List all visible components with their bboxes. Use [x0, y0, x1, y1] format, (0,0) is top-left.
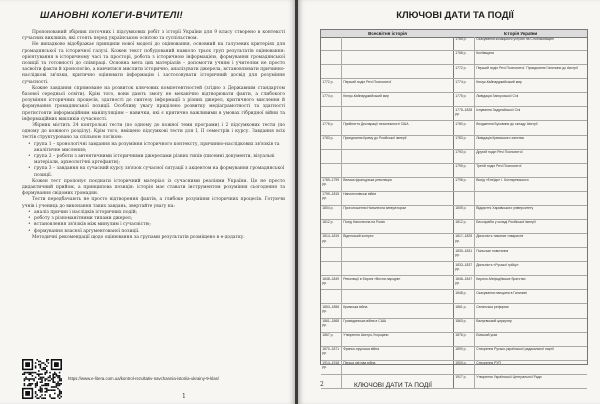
ukraine-event-cell: Польське повстання	[476, 248, 509, 253]
ukraine-date-cell: 1775–1828 рр.	[454, 107, 475, 120]
ukraine-event-cell: Кирило-Мефодіївське братство	[476, 276, 526, 281]
ukraine-event-cell: Утворення Української Центральної Ради	[476, 375, 542, 380]
world-date-cell: 1861–1865 рр.	[321, 319, 342, 332]
ukraine-event-cell: Третій поділ Речі Посполитої	[476, 164, 522, 169]
world-date-cell: 1774 р.	[321, 93, 342, 106]
ukraine-date-cell: 1848 р.	[454, 290, 475, 303]
paragraph: Не випадково відображає принципи нової моделі до оцінювання, основний на галузевих критеріях для громадянської та історичної галузі. Кожен текст побудований навколо трьох груп результатів оцінювання: орієнтування в історичному часі та просторі, робота з історичною інформацією, формування громадянської позиції та готовності до співпраці. Основна мета цих матеріалів – допомогти учням і учителям не просто засвоїти факти й хронологію, а навчитися мислити історично, аналізувати джерела, встановлювати причинно-наслідкові зв'язки, критично оцінювати інформацію і застосовувати історичний досвід для розуміння сучасності.	[22, 42, 285, 85]
table-row	[321, 178, 587, 192]
world-event-cell	[342, 290, 454, 303]
world-event-cell: Кримська війна	[342, 304, 454, 317]
world-date-cell	[321, 150, 342, 163]
ukraine-date-cell: 1805 р.	[454, 206, 475, 219]
list-item: • формування власної аргументованої позиції.	[34, 229, 285, 235]
ukraine-date-cell: 1795 р.	[454, 164, 475, 177]
world-date-cell	[321, 164, 342, 177]
table-row	[321, 79, 587, 93]
table-row	[321, 37, 587, 51]
ukraine-date-cell: 1817–1825 рр.	[454, 234, 475, 247]
ukraine-date-cell: 1863 р.	[454, 319, 475, 332]
ukraine-event-cell: Створення РУП	[476, 361, 501, 366]
ukraine-event-cell: Скасування козацького устрою на Слобожанщині	[476, 37, 554, 42]
closing-paragraph: Методичні рекомендації щодо оцінювання за групами результатів розміщено в е-додатку.	[32, 234, 245, 240]
table-row	[321, 319, 587, 333]
page-title: ШАНОВНІ КОЛЕГИ-ВЧИТЕЛІ!	[40, 10, 183, 21]
list-item: • встановлення зв'язків між минулим і сучасністю;	[34, 222, 285, 228]
ukraine-event-cell: Створення Русько-української радикальної партії	[476, 347, 554, 352]
world-date-cell	[321, 107, 342, 120]
world-date-cell: 1776 р.	[321, 121, 342, 134]
world-date-cell: 1812 р.	[321, 220, 342, 233]
intro-text	[22, 30, 285, 274]
ukraine-event-cell: Кючук-Кайнарджийський мир	[476, 79, 522, 84]
table-row	[321, 262, 587, 276]
ukraine-date-cell: 1783 р.	[454, 136, 475, 149]
world-event-cell	[342, 51, 454, 64]
paragraph: Збірник містить 24 контрольні тести (по одному до кожної теми програми) і 2 підсумкових тести (по одному до кожного розділу). Крім того, вміщено підсумкові тести для І, ІІ семестрів і курсу. Завдання всіх тестів структуровано за спільною логікою:	[22, 123, 285, 141]
world-date-cell: 1799–1815 рр.	[321, 192, 342, 205]
ukraine-date-cell: 1833–1837 рр.	[454, 262, 475, 275]
world-event-cell	[342, 248, 454, 261]
world-event-cell	[342, 164, 454, 177]
world-date-cell	[321, 262, 342, 275]
ukraine-date-cell: 1846–1847 рр.	[454, 276, 475, 289]
world-event-cell	[342, 107, 454, 120]
world-event-cell: Громадянська війна в США	[342, 319, 454, 332]
ukraine-event-cell: Перший поділ Речі Посполитої. Приєднання Галичини до Австрії	[476, 65, 578, 70]
world-date-cell	[321, 290, 342, 303]
ukraine-event-cell: Валуєвський циркуляр	[476, 318, 512, 323]
ukraine-event-cell: Скасування панщини в Галичині	[476, 290, 528, 295]
table-row	[321, 206, 587, 220]
ukraine-date-cell: 1830–1831 рр.	[454, 248, 475, 261]
table-row	[321, 65, 587, 79]
page-title: КЛЮЧОВІ ДАТИ ТА ПОДІЇ	[396, 10, 514, 21]
table-body	[321, 37, 587, 389]
table-row	[321, 276, 587, 290]
world-date-cell	[321, 248, 342, 261]
ukraine-event-cell: Селянська реформа	[476, 304, 509, 309]
world-event-cell: Перша світова війна	[342, 361, 454, 374]
table-row	[321, 361, 587, 375]
addon-link[interactable]: https://www.e-litera.com.ua/kontrol-rezultativ-navchannia-istoriia-ukrainy-9-klas/	[68, 376, 219, 381]
right-page	[298, 0, 600, 404]
ukraine-event-cell	[475, 192, 587, 205]
task-groups-list	[22, 142, 285, 179]
ukraine-event-cell: Існування Задунайської Січі	[476, 107, 521, 112]
left-page	[0, 0, 295, 404]
ukraine-event-cell: Бессарабія у складі Російської імперії	[476, 220, 536, 225]
paragraph: Кожен тест пропонує поєднати історичний матеріал із сучасними реаліями України. Це не просто дидактичний прийом, а принципова позиція: історія має ставати інструментом розуміння сьогодення та формування свідомих громадян.	[22, 178, 285, 197]
ukraine-event-cell: Діяльність таємних товариств	[476, 234, 524, 239]
ukraine-event-cell: Ліквідація Кримського ханства	[476, 135, 524, 140]
table-row	[321, 304, 587, 318]
table-row	[321, 136, 587, 150]
world-date-cell: 1814–1815 рр.	[321, 234, 342, 247]
table-row	[321, 347, 587, 361]
list-item: • аналіз причин і наслідків історичних подій;	[34, 210, 285, 216]
ukraine-date-cell: 1774 р.	[454, 79, 475, 92]
world-event-cell: Утворення Австро-Угорщини	[342, 333, 454, 346]
world-date-cell: 1914–1918 рр.	[321, 361, 342, 374]
table-row	[321, 333, 587, 347]
ukraine-date-cell: 1775 р.	[454, 93, 475, 106]
world-date-cell	[321, 51, 342, 64]
world-date-cell: 1870–1871 рр.	[321, 347, 342, 360]
list-item: • група 3 – завдання на сучасний курсу зв'язок сучасної ситуації з акцентом на формування громадянської позиції.	[34, 166, 285, 178]
key-dates-table	[320, 29, 588, 380]
attention-list	[22, 210, 285, 235]
ukraine-date-cell: 1768 р.	[454, 51, 475, 64]
ukraine-event-cell: Діяльність «Руської трійці»	[476, 262, 519, 267]
table-row	[321, 93, 587, 107]
list-item: • група 2 – роботи з автентичними історичними джерелами різних типів (писемні документи, візуальні матеріали, археологічні артефакти);	[34, 154, 285, 166]
world-event-cell: Наполеонівські війни	[342, 192, 454, 205]
world-event-cell: Кючук-Кайнарджийський мир	[342, 93, 454, 106]
world-date-cell	[321, 65, 342, 78]
world-event-cell: Перший поділ Речі Посполитої	[342, 79, 454, 92]
world-date-cell	[321, 375, 342, 388]
column-header-ukraine: Історія України	[454, 30, 587, 38]
world-event-cell	[342, 150, 454, 163]
ukraine-date-cell: 1890 р.	[454, 347, 475, 360]
table-row	[321, 192, 587, 206]
list-item: • роботу з різноманітними типами джерел;	[34, 216, 285, 222]
world-event-cell: Похід Наполеона на Росію	[342, 220, 454, 233]
world-event-cell	[342, 65, 454, 78]
world-date-cell: 1783 р.	[321, 136, 342, 149]
ukraine-event-cell: Коліївщина	[476, 51, 494, 56]
world-date-cell	[321, 37, 342, 50]
world-event-cell: Революції в Європі «Весна народів»	[342, 276, 454, 289]
world-date-cell: 1789–1799 рр.	[321, 178, 342, 191]
world-event-cell: Франко-прусська війна	[342, 347, 454, 360]
ukraine-date-cell: 1812 р.	[454, 220, 475, 233]
world-event-cell: Проголошення Наполеона імператором	[342, 206, 454, 219]
table-row	[321, 51, 587, 65]
table-row	[321, 290, 587, 304]
paragraph: Тести передбачають не просто відтворення фактів, а глибоке розуміння історичних процесів. Готуючи учнів і учениць до виконання таких завдань, звертайте увагу на:	[22, 197, 285, 209]
world-date-cell: 1867 р.	[321, 333, 342, 346]
ukraine-event-cell: Вихід «Енеїди» І. Котляревського	[476, 178, 529, 183]
table-row	[321, 164, 587, 178]
ukraine-date-cell	[454, 192, 475, 205]
footer-title: КЛЮЧОВІ ДАТИ ТА ПОДІЇ	[354, 382, 432, 389]
ukraine-date-cell: 1861 р.	[454, 304, 475, 317]
ukraine-event-cell: Емський указ	[476, 333, 498, 338]
world-event-cell: Велика французька революція	[342, 178, 454, 191]
world-date-cell: 1848–1849 рр.	[321, 276, 342, 289]
ukraine-date-cell: 1900 р.	[454, 361, 475, 374]
world-date-cell: 1772 р.	[321, 79, 342, 92]
page-number: 2	[320, 381, 324, 388]
ukraine-date-cell: 1876 р.	[454, 333, 475, 346]
ukraine-event-cell: Входження Буковини до складу Австрії	[476, 121, 538, 126]
ukraine-event-cell: Другий поділ Речі Посполитої	[476, 150, 523, 155]
table-row	[321, 121, 587, 135]
ukraine-date-cell: 1772 р.	[454, 65, 475, 78]
page-number: 1	[182, 393, 186, 400]
world-event-cell	[342, 37, 454, 50]
paragraph: Кожне завдання спрямоване на розвиток ключових компетентностей (згідно з Державним стандартом базової середньої освіти). Крім того, вони дають змогу не механічно відтворювати факти, а глибокого розуміння історичних процесів, здатності до синтезу інформації з різних джерел, критичного мислення й формування громадянської позиції. Особливу увагу приділено розвитку медіаграмотності та здатності протистояти інформаційним маніпуляціям – навички, які є критично важливими в умовах гібридної війни та інформаційних викликів сучасності.	[22, 85, 285, 122]
column-header-world: Всесвітня історія	[321, 30, 455, 38]
paragraph: Пропонований збірник поточних і підсумкових робіт з історії України для 9 класу створено в контексті сучасних викликів, які стоять перед українською освітою та суспільством.	[22, 30, 285, 42]
ukraine-date-cell: 1793 р.	[454, 150, 475, 163]
qr-code-icon[interactable]	[22, 359, 62, 399]
table-row	[321, 248, 587, 262]
world-date-cell: 1804 р.	[321, 206, 342, 219]
list-item: • група 1 – хронологічні завдання на розуміння історичного контексту, причинно-наслідкових зв'язків та аналітичне мислення;	[34, 142, 285, 154]
ukraine-event-cell: Відкриття Харківського університету	[476, 206, 534, 211]
ukraine-event-cell: Ліквідація Запорозької Січі	[476, 93, 519, 98]
ukraine-date-cell: 1780 р.	[454, 121, 475, 134]
table-row	[321, 234, 587, 248]
ukraine-date-cell: 1798 р.	[454, 178, 475, 191]
world-event-cell: Віденський конгрес	[342, 234, 454, 247]
table-row	[321, 220, 587, 234]
table-row	[321, 107, 587, 121]
table-row	[321, 150, 587, 164]
world-event-cell: Прийняття Декларації незалежності США	[342, 121, 454, 134]
world-date-cell: 1853–1856 рр.	[321, 304, 342, 317]
world-event-cell: Приєднання Криму до Російської імперії	[342, 136, 454, 149]
world-event-cell	[342, 262, 454, 275]
ukraine-date-cell: 1765 р.	[454, 37, 475, 50]
ukraine-date-cell: 1917 р.	[454, 375, 475, 388]
